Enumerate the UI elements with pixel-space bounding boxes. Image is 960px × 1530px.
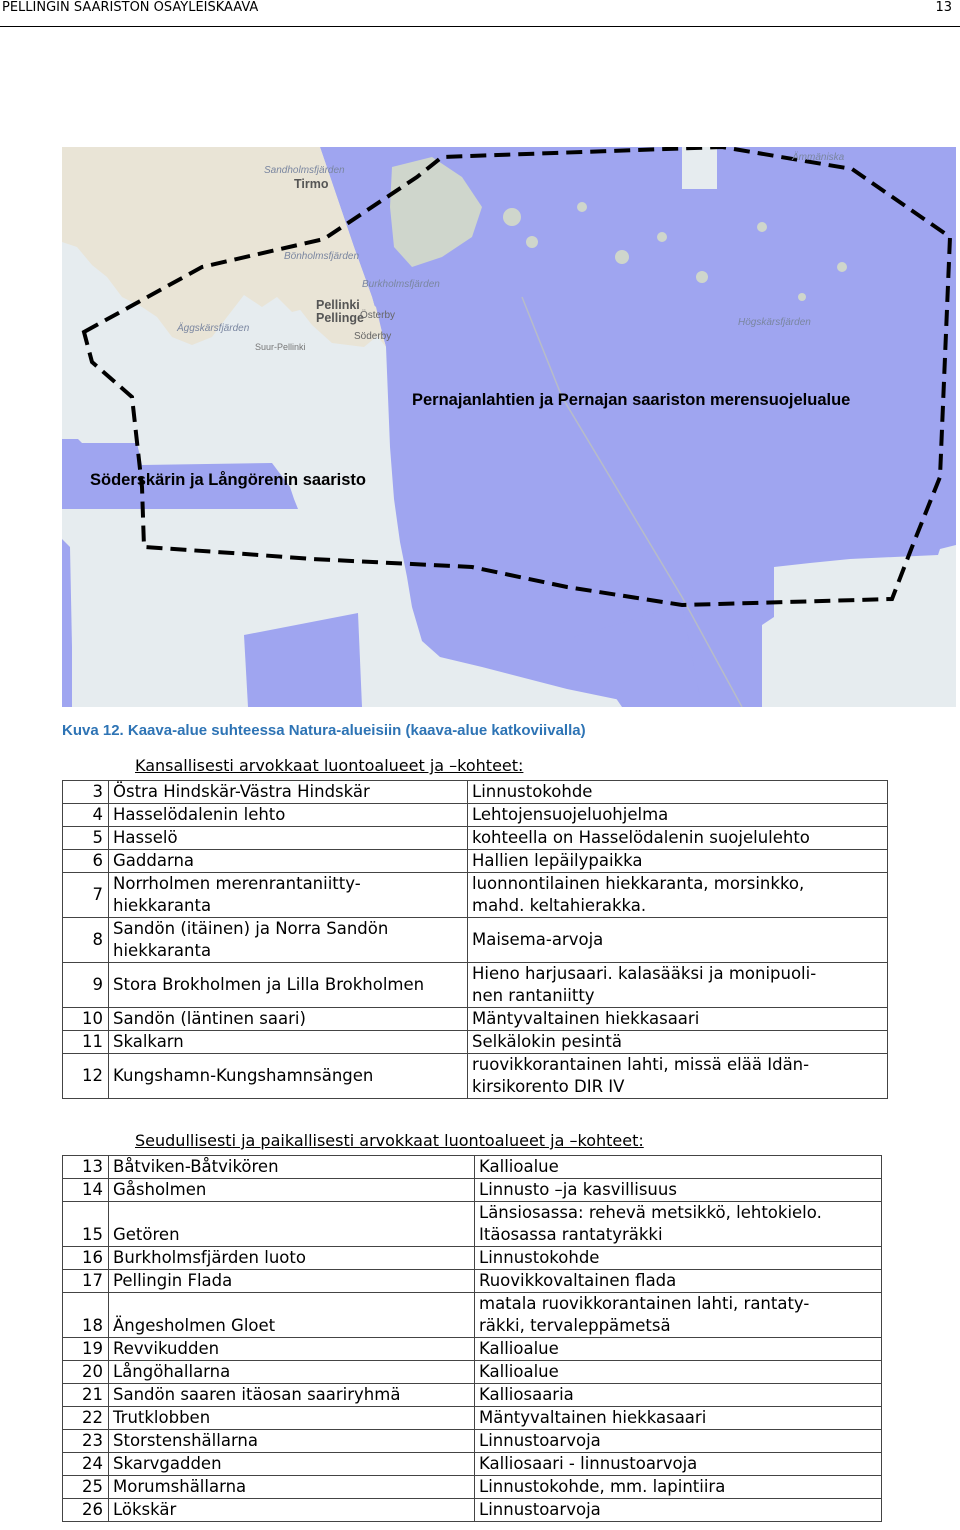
- map-label-ammanniska: Ämmäniska: [792, 152, 845, 163]
- table-row: [63, 781, 888, 804]
- site-name: Pellingin Flada: [109, 1270, 475, 1293]
- row-number: 15: [63, 1202, 109, 1247]
- site-description: Kallioalue: [475, 1338, 882, 1361]
- site-name: Östra Hindskär-Västra Hindskär: [109, 781, 468, 804]
- row-number: 18: [63, 1293, 109, 1338]
- row-number: 14: [63, 1179, 109, 1202]
- site-name: Ängesholmen Gloet: [109, 1293, 475, 1338]
- map-label-soderskar: Söderskärin ja Långörenin saaristo: [90, 471, 367, 489]
- figure-caption: Kuva 12. Kaava-alue suhteessa Natura-alueisiin (kaava-alue katkoviivalla): [62, 722, 586, 739]
- site-name: Långöhallarna: [109, 1361, 475, 1384]
- site-name: Trutklobben: [109, 1407, 475, 1430]
- site-description: Maisema-arvoja: [468, 918, 888, 963]
- map-label-suur-pellinki: Suur-Pellinki: [255, 342, 306, 352]
- table-row: [63, 1270, 882, 1293]
- site-description: Linnustoarvoja: [475, 1430, 882, 1453]
- table-row: [63, 1156, 882, 1179]
- site-name: Skalkarn: [109, 1031, 468, 1054]
- table-row: [63, 850, 888, 873]
- table-row: [63, 1008, 888, 1031]
- table-row: [63, 1247, 882, 1270]
- page-number: 13: [935, 0, 952, 15]
- table-row: [63, 1054, 888, 1099]
- row-number: 3: [63, 781, 109, 804]
- site-name: Morumshällarna: [109, 1476, 475, 1499]
- site-name: Revvikudden: [109, 1338, 475, 1361]
- regional-sites-table: [62, 1155, 882, 1522]
- table-row: [63, 1338, 882, 1361]
- map-label-bonholmsfjarden: Bönholmsfjärden: [284, 251, 360, 262]
- table-row: [63, 1361, 882, 1384]
- row-number: 12: [63, 1054, 109, 1099]
- site-name: Gaddarna: [109, 850, 468, 873]
- site-description: Linnustoarvoja: [475, 1499, 882, 1522]
- site-description: Selkälokin pesintä: [468, 1031, 888, 1054]
- site-description: Hieno harjusaari. kalasääksi ja monipuoli- nen rantaniitty: [468, 963, 888, 1008]
- natura-map: [62, 147, 956, 707]
- table-row: [63, 918, 888, 963]
- site-name: Kungshamn-Kungshamnsängen: [109, 1054, 468, 1099]
- row-number: 11: [63, 1031, 109, 1054]
- map-label-tirmo: Tirmo: [294, 177, 329, 191]
- row-number: 26: [63, 1499, 109, 1522]
- site-name: Getören: [109, 1202, 475, 1247]
- site-description: kohteella on Hasselödalenin suojelulehto: [468, 827, 888, 850]
- site-name: Gåsholmen: [109, 1179, 475, 1202]
- row-number: 24: [63, 1453, 109, 1476]
- row-number: 17: [63, 1270, 109, 1293]
- map-label-osterby: Österby: [360, 310, 396, 321]
- row-number: 10: [63, 1008, 109, 1031]
- site-description: Mäntyvaltainen hiekkasaari: [475, 1407, 882, 1430]
- document-title: PELLINGIN SAARISTON OSAYLEISKAAVA: [2, 0, 259, 15]
- row-number: 5: [63, 827, 109, 850]
- site-description: Linnustokohde, mm. lapintiira: [475, 1476, 882, 1499]
- table-row: [63, 804, 888, 827]
- section-title-national: Kansallisesti arvokkaat luontoalueet ja –kohteet:: [135, 756, 524, 775]
- row-number: 20: [63, 1361, 109, 1384]
- site-name: Sandön (itäinen) ja Norra Sandön hiekkaranta: [109, 918, 468, 963]
- row-number: 13: [63, 1156, 109, 1179]
- map-label-pellinki: Pellinki: [316, 298, 360, 312]
- site-description: luonnontilainen hiekkaranta, morsinkko, mahd. keltahierakka.: [468, 873, 888, 918]
- site-description: Lehtojensuojeluohjelma: [468, 804, 888, 827]
- table-row: [63, 1293, 882, 1338]
- row-number: 22: [63, 1407, 109, 1430]
- site-description: Hallien lepäilypaikka: [468, 850, 888, 873]
- row-number: 6: [63, 850, 109, 873]
- table-row: [63, 1407, 882, 1430]
- site-name: Sandön (läntinen saari): [109, 1008, 468, 1031]
- table-row: [63, 1499, 882, 1522]
- map-label-pernaja: Pernajanlahtien ja Pernajan saariston merensuojelualue: [412, 391, 851, 409]
- table-row: [63, 1031, 888, 1054]
- national-sites-table: [62, 780, 888, 1099]
- site-name: Hasselödalenin lehto: [109, 804, 468, 827]
- map-label-aggskarsfjarden: Äggskärsfjärden: [177, 323, 250, 334]
- site-description: Kalliosaari - linnustoarvoja: [475, 1453, 882, 1476]
- site-name: Sandön saaren itäosan saariryhmä: [109, 1384, 475, 1407]
- site-name: Storstenshällarna: [109, 1430, 475, 1453]
- row-number: 4: [63, 804, 109, 827]
- table-row: [63, 827, 888, 850]
- map-label-sandholmsfjarden: Sandholmsfjärden: [264, 165, 345, 176]
- row-number: 8: [63, 918, 109, 963]
- site-description: Kallioalue: [475, 1156, 882, 1179]
- site-description: Mäntyvaltainen hiekkasaari: [468, 1008, 888, 1031]
- site-description: Ruovikkovaltainen flada: [475, 1270, 882, 1293]
- site-name: Skarvgadden: [109, 1453, 475, 1476]
- table-row: [63, 1202, 882, 1247]
- site-name: Norrholmen merenrantaniitty- hiekkaranta: [109, 873, 468, 918]
- site-name: Burkholmsfjärden luoto: [109, 1247, 475, 1270]
- site-name: Stora Brokholmen ja Lilla Brokholmen: [109, 963, 468, 1008]
- site-description: ruovikkorantainen lahti, missä elää Idän- kirsikorento DIR IV: [468, 1054, 888, 1099]
- site-name: Båtviken-Båtvikören: [109, 1156, 475, 1179]
- page-header: [0, 0, 960, 27]
- row-number: 9: [63, 963, 109, 1008]
- map-label-burkholmsfjarden: Burkholmsfjärden: [362, 279, 440, 290]
- table-row: [63, 1476, 882, 1499]
- row-number: 19: [63, 1338, 109, 1361]
- table-row: [63, 1430, 882, 1453]
- section-title-regional: Seudullisesti ja paikallisesti arvokkaat luontoalueet ja –kohteet:: [135, 1131, 644, 1150]
- site-description: Linnustokohde: [475, 1247, 882, 1270]
- site-description: Kalliosaaria: [475, 1384, 882, 1407]
- row-number: 21: [63, 1384, 109, 1407]
- site-description: Linnustokohde: [468, 781, 888, 804]
- site-description: matala ruovikkorantainen lahti, rantaty- räkki, tervaleppämetsä: [475, 1293, 882, 1338]
- row-number: 23: [63, 1430, 109, 1453]
- site-description: Länsiosassa: rehevä metsikkö, lehtokielo. Itäosassa rantatyräkki: [475, 1202, 882, 1247]
- row-number: 25: [63, 1476, 109, 1499]
- site-description: Linnusto –ja kasvillisuus: [475, 1179, 882, 1202]
- site-name: Lökskär: [109, 1499, 475, 1522]
- table-row: [63, 963, 888, 1008]
- site-name: Hasselö: [109, 827, 468, 850]
- site-description: Kallioalue: [475, 1361, 882, 1384]
- table-row: [63, 1453, 882, 1476]
- table-row: [63, 1179, 882, 1202]
- row-number: 7: [63, 873, 109, 918]
- map-label-pellinge: Pellinge: [316, 311, 364, 325]
- table-row: [63, 873, 888, 918]
- row-number: 16: [63, 1247, 109, 1270]
- map-label-hogskarsfjarden: Högskärsfjärden: [738, 317, 811, 328]
- map-label-soderby: Söderby: [354, 331, 392, 342]
- table-row: [63, 1384, 882, 1407]
